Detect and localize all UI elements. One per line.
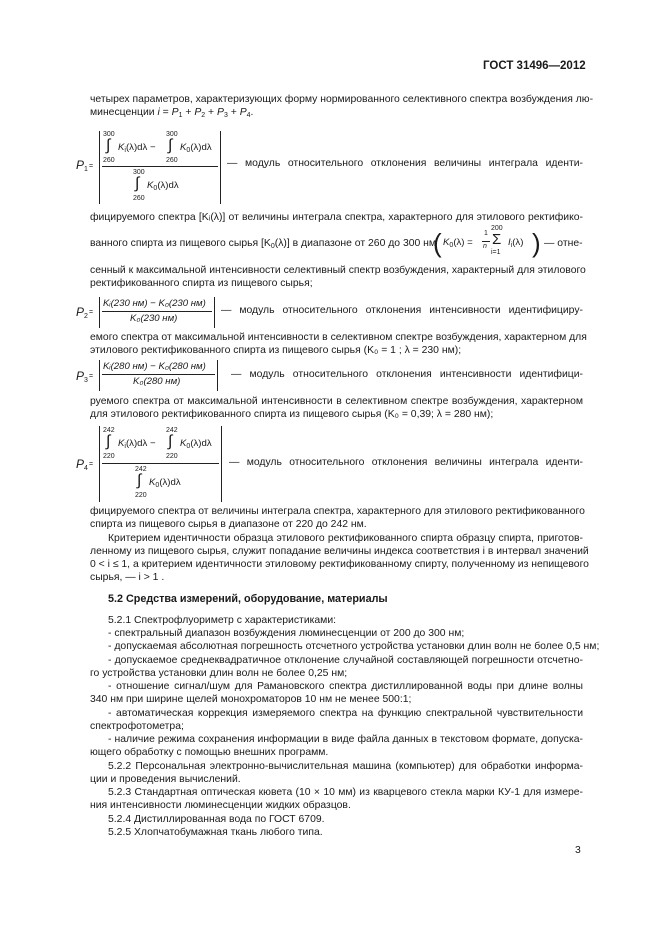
criteria-line-2: ленному из пищевого сырья, служит попадание величины индекса соответствия i в интервал значений: [90, 546, 589, 557]
standard-number: ГОСТ 31496—2012: [483, 60, 586, 72]
section-item: ющего обработку с помощью внешних программ.: [90, 747, 329, 758]
section-item: 5.2.2 Персональная электронно-вычислительная машина (компьютер) для обработки информа-: [108, 761, 583, 772]
p4-continuation-2: спирта из пищевого сырья в диапазоне от 220 до 242 нм.: [90, 519, 367, 530]
section-title: 5.2 Средства измерений, оборудование, материалы: [108, 593, 388, 605]
p4-continuation-1: фицируемого спектра от величины интеграла спектра, характерного для этилового ректификованного: [90, 506, 585, 517]
page: ГОСТ 31496—2012 четырех параметров, характеризующих форму нормированного селективного спектра возбуждения лю- минесценции $i = P_1 + P_2 + P_3 + P_4$. $P_1$ = 300 ∫ 260 $K_i(\lambda)d\lambda$ − 300 ∫ 260 $K_0(\lambda)d\lambda$ 300 ∫ 260 $K_0(\lambda)d\lambda$ — модуль относительного отклонения величины интеграла иденти- фицируемого спектра [Kᵢ(λ)] от величины интеграла спектра, характерного для этилового ректифико- ванного спирта из пищевого сырья $[K_0(\lambda)]$ в диапазоне от 260 до 300 нм ( $K_0(\lambda)$ = 1 n 200 Σ i=1 $I_i(\lambda)$ ) — отне- сенный к максимальной интенсивности селективный спектр возбуждения, характерный для этилового ректификованного спирта из пищевого сырья; $P_2$ = Kᵢ(230 нм) − K₀(230 нм) K₀(230 нм) — модуль относительного отклонения интенсивности идентифициру- емого спектра от максимальной интенсивности в селективном спектре возбуждения, характерном для этилового ректификованного спирта из пищевого сырья (K₀ = 1 ; λ = 230 нм); $P_3$ = Kᵢ(280 нм) − K₀(280 нм) K₀(280 нм) — модуль относительного отклонения интенсивности идентифици- руемого спектра от максимальной интенсивности в селективном спектре возбуждения, характерном для этилового ректификованного спирта из пищевого сырья (K₀ = 0,39; λ = 280 нм); $P_4$ = 242 ∫ 220 $K_i(\lambda)d\lambda$ − 242 ∫ 220 $K_0(\lambda)d\lambda$ 242 ∫ 220 $K_0(\lambda)d\lambda$ — модуль относительного отклонения величины интеграла иденти- фицируемого спектра от величины интеграла спектра, характерного для этилового ректификованного спирта из пищевого сырья в диапазоне от 220 до 242 нм. Критерием идентичности образца этилового ректификованного спирта образцу спирта, приготов- ленному из пищевого сырья, служит попадание величины индекса соответствия i в интервал значений 0 < i ≤ 1, а критерием идентичности этиловому ректификованному спирту, полученному из непищевого сырья, — i > 1 . 5.2 Средства измерений, оборудование, материалы 5.2.1 Спектрофлуориметр с характеристиками: - спектральный диапазон возбуждения люминесценции от 200 до 300 нм; - допускаемая абсолютная погрешность отсчетного устройства установки длин волн не более 0,5 нм; - допускаемое среднеквадратичное отклонение случайной составляющей погрешности отсчетно- го устройства установки длин волн не более 0,25 нм; - отношение сигнал/шум для Рамановского спектра дистиллированной воды при длине волны 340 нм при ширине щелей монохроматоров 10 нм не менее 500:1; - автоматическая коррекция измеряемого спектра на функцию спектральной чувствительности спектрофотометра; - наличие режима сохранения информации в виде файла данных в текстовом формате, допуска- ющего обработку с помощью внешних программ. 5.2.2 Персональная электронно-вычислительная машина (компьютер) для обработки информа- ции и проведения вычислений. 5.2.3 Стандартная оптическая кювета (10 × 10 мм) из кварцевого стекла марки КУ-1 для измере- ния интенсивности люминесценции жидких образцов. 5.2.4 Дистиллированная вода по ГОСТ 6709. 5.2.5 Хлопчатобумажная ткань любого типа. 3: [76, 60, 600, 856]
p1-continuation-3: сенный к максимальной интенсивности селективный спектр возбуждения, характерный для этилового: [90, 265, 586, 276]
integral-sign: ∫: [137, 472, 142, 489]
p1-continuation-1: фицируемого спектра [Kᵢ(λ)] от величины интеграла спектра, характерного для этилового ректифико-: [90, 212, 583, 223]
section-item: го устройства установки длин волн не более 0,25 нм;: [90, 668, 348, 679]
p3-continuation-2: для этилового ректификованного спирта из пищевого сырья (K₀ = 0,39; λ = 280 нм);: [90, 409, 494, 420]
intro-line-2: минесценции $i = P_1 + P_2 + P_3 + P_4$.: [90, 107, 254, 119]
sum-sign: Σ: [492, 231, 502, 248]
criteria-line-3: 0 < i ≤ 1, а критерием идентичности этиловому ректификованному спирту, полученному из непищевого: [90, 559, 589, 570]
section-item: 5.2.5 Хлопчатобумажная ткань любого типа.: [108, 827, 323, 838]
fraction-bar: [102, 166, 218, 167]
section-item: ции и проведения вычислений.: [90, 774, 241, 785]
section-item: 5.2.4 Дистиллированная вода по ГОСТ 6709.: [108, 814, 325, 825]
page-number: 3: [575, 845, 581, 856]
criteria-line-4: сырья, — i > 1 .: [90, 572, 165, 583]
intro-line-1: четырех параметров, характеризующих форму нормированного селективного спектра возбуждения лю-: [90, 94, 594, 105]
criteria-line-1: Критерием идентичности образца этилового ректификованного спирта образцу спирта, приготов-: [108, 533, 583, 544]
integral-sign: ∫: [106, 137, 111, 154]
integral-sign: ∫: [168, 433, 173, 450]
section-item: 5.2.3 Стандартная оптическая кювета (10 × 10 мм) из кварцевого стекла марки КУ-1 для измере-: [108, 787, 583, 798]
section-item: - наличие режима сохранения информации в виде файла данных в текстовом формате, допуска-: [108, 734, 583, 745]
section-item: - допускаемая абсолютная погрешность отсчетного устройства установки длин волн не более 0,5 нм;: [108, 641, 600, 652]
p1-continuation-4: ректификованного спирта из пищевого сырья;: [90, 278, 313, 289]
fraction-bar: [102, 311, 212, 312]
section-item: - допускаемое среднеквадратичное отклонение случайной составляющей погрешности отсчетно-: [108, 655, 583, 666]
section-item: - спектральный диапазон возбуждения люминесценции от 200 до 300 нм;: [108, 628, 465, 639]
p2-continuation-2: этилового ректификованного спирта из пищевого сырья (K₀ = 1 ; λ = 230 нм);: [90, 345, 462, 356]
section-item: спектрофотометра;: [90, 721, 184, 732]
section-item: ния интенсивности люминесценции жидких образцов.: [90, 800, 351, 811]
section-item: 340 нм при ширине щелей монохроматоров 10 нм не менее 500:1;: [90, 694, 412, 705]
fraction-bar: [102, 463, 219, 464]
integral-sign: ∫: [135, 175, 140, 192]
fraction-bar: [102, 374, 215, 375]
section-item: 5.2.1 Спектрофлуориметр с характеристиками:: [108, 615, 337, 626]
section-item: - отношение сигнал/шум для Рамановского спектра дистиллированной воды при длине волны: [108, 681, 583, 692]
integral-sign: ∫: [168, 137, 173, 154]
p2-continuation-1: емого спектра от максимальной интенсивности в селективном спектре возбуждения, характерном для: [90, 332, 587, 343]
p1-continuation-2: ванного спирта из пищевого сырья $[K_0(\lambda)]$ в диапазоне от 260 до 300 нм: [90, 238, 437, 250]
p3-continuation-1: руемого спектра от максимальной интенсивности в селективном спектре возбуждения, характерном: [90, 396, 583, 407]
integral-sign: ∫: [106, 433, 111, 450]
section-item: - автоматическая коррекция измеряемого спектра на функцию спектральной чувствительности: [108, 708, 583, 719]
